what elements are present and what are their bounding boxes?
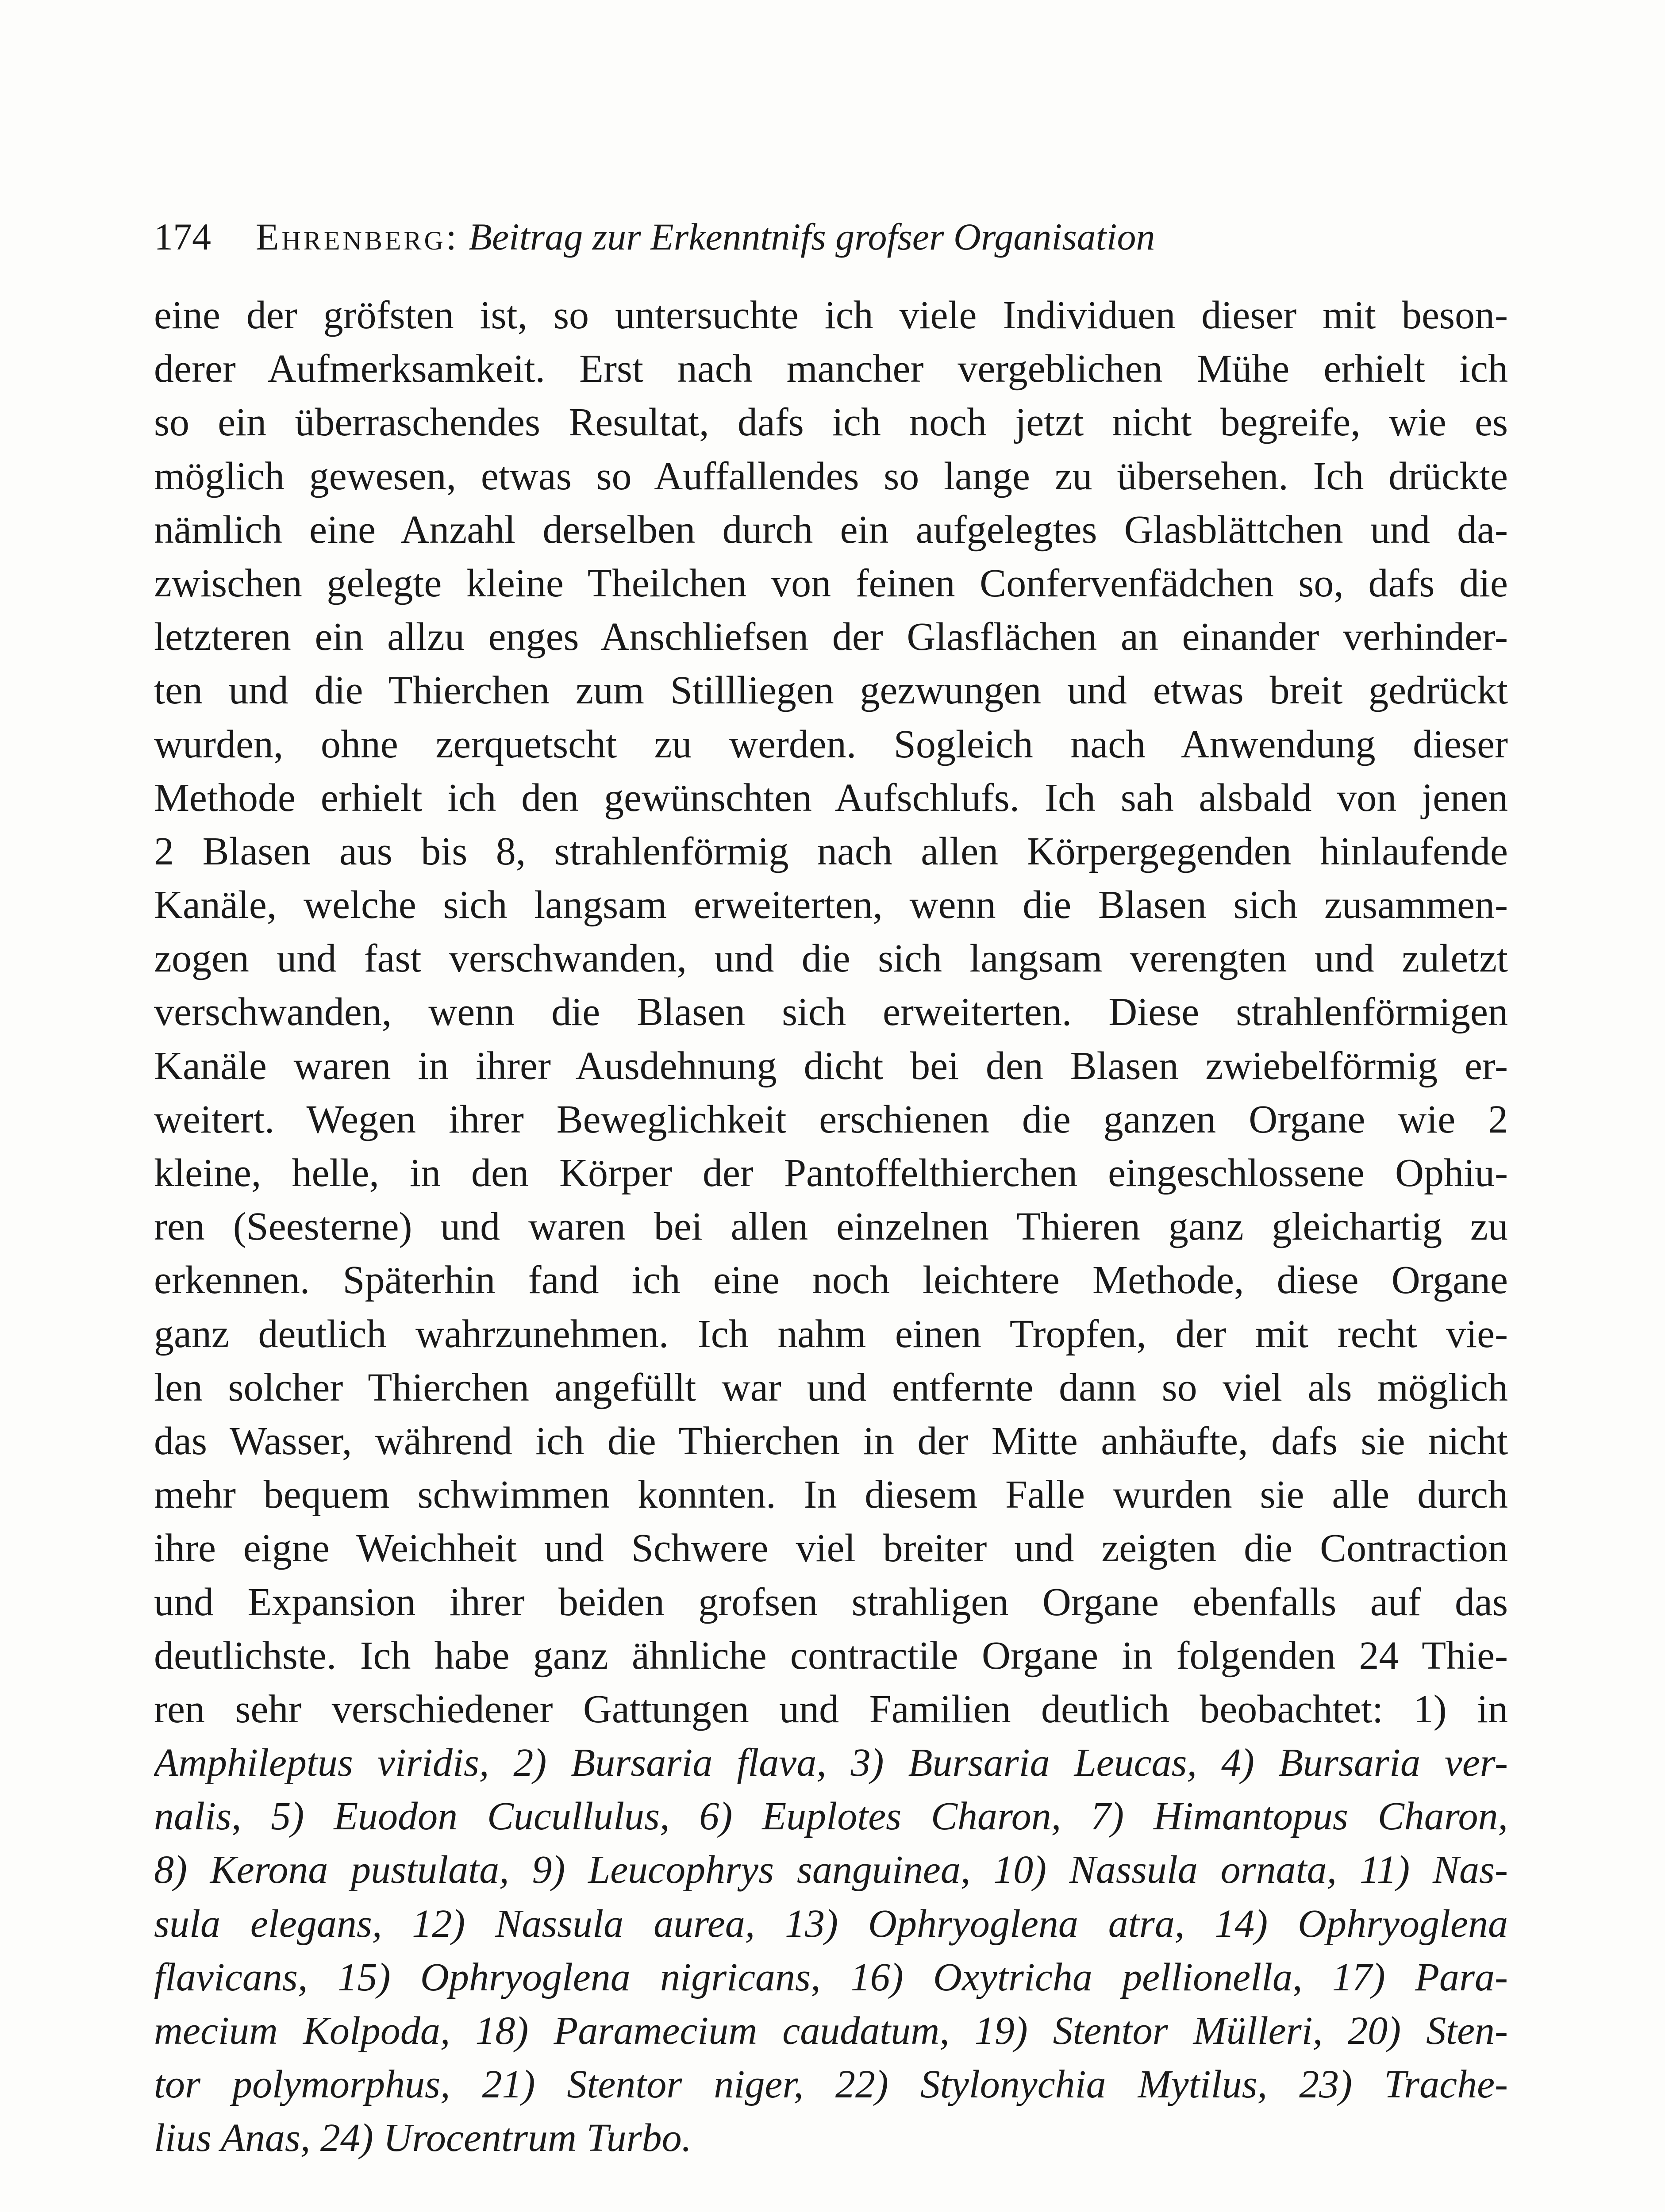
text-line: erkennen. Späterhin fand ich eine noch leichtere Methode, diese Organe [154,1258,1508,1302]
text-line-species: 8) Kerona pustulata, 9) Leucophrys sanguinea, 10) Nassula ornata, 11) Nas- [154,1848,1508,1892]
text-line: derer Aufmerksamkeit. Erst nach mancher vergeblichen Mühe erhielt ich [154,347,1508,391]
text-line: letzteren ein allzu enges Anschliefsen der Glasflächen an einander verhinder- [154,615,1508,659]
text-line: möglich gewesen, etwas so Auffallendes so lange zu übersehen. Ich drückte [154,454,1508,498]
text-line-species: nalis, 5) Euodon Cucullulus, 6) Euplotes Charon, 7) Himantopus Charon, [154,1794,1508,1839]
text-line: zwischen gelegte kleine Theilchen von feinen Confervenfädchen so, dafs die [154,561,1508,605]
text-line: so ein überraschendes Resultat, dafs ich noch jetzt nicht begreife, wie es [154,400,1508,445]
text-line: Methode erhielt ich den gewünschten Aufschlufs. Ich sah alsbald von jenen [154,776,1508,820]
text-line: ganz deutlich wahrzunehmen. Ich nahm einen Tropfen, der mit recht vie- [154,1312,1508,1356]
text-line: mehr bequem schwimmen konnten. In diesem Falle wurden sie alle durch [154,1473,1508,1517]
text-line: ten und die Thierchen zum Stillliegen gezwungen und etwas breit gedrückt [154,668,1508,713]
text-line-species: tor polymorphus, 21) Stentor niger, 22) Stylonychia Mytilus, 23) Trache- [154,2062,1508,2107]
text-line-species: Amphileptus viridis, 2) Bursaria flava, 3) Bursaria Leucas, 4) Bursaria ver- [154,1741,1508,1785]
text-line: verschwanden, wenn die Blasen sich erweiterten. Diese strahlenförmigen [154,990,1508,1034]
body-text [154,288,1508,2165]
text-line: weitert. Wegen ihrer Beweglichkeit erschienen die ganzen Organe wie 2 [154,1097,1508,1141]
text-line: eine der gröfsten ist, so untersuchte ich viele Individuen dieser mit beson- [154,293,1508,337]
text-line-species: sula elegans, 12) Nassula aurea, 13) Ophryoglena atra, 14) Ophryoglena [154,1901,1508,1946]
text-line: deutlichste. Ich habe ganz ähnliche contractile Organe in folgenden 24 Thie- [154,1633,1508,1678]
running-head-author: Ehrenberg: [256,215,459,258]
text-line: ren sehr verschiedener Gattungen und Familien deutlich beobachtet: 1) in [154,1687,1508,1731]
text-line: len solcher Thierchen angefüllt war und entfernte dann so viel als möglich [154,1365,1508,1409]
text-line: Kanäle waren in ihrer Ausdehnung dicht bei den Blasen zwiebelförmig er- [154,1044,1508,1088]
text-line: Kanäle, welche sich langsam erweiterten, wenn die Blasen sich zusammen- [154,883,1508,927]
text-line: und Expansion ihrer beiden grofsen strahligen Organe ebenfalls auf das [154,1580,1508,1624]
running-head [154,208,1508,265]
text-line: ihre eigne Weichheit und Schwere viel breiter und zeigten die Contraction [154,1526,1508,1571]
text-line: kleine, helle, in den Körper der Pantoffelthierchen eingeschlossene Ophiu- [154,1151,1508,1195]
text-line: wurden, ohne zerquetscht zu werden. Sogleich nach Anwendung dieser [154,722,1508,766]
text-line: das Wasser, während ich die Thierchen in der Mitte anhäufte, dafs sie nicht [154,1419,1508,1463]
text-line-species: lius Anas, 24) Urocentrum Turbo. [154,2116,692,2160]
text-line: 2 Blasen aus bis 8, strahlenförmig nach allen Körpergegenden hinlaufende [154,829,1508,873]
running-head-title: Beitrag zur Erkenntnifs grofser Organisation [469,215,1155,258]
text-line: nämlich eine Anzahl derselben durch ein aufgelegtes Glasblättchen und da- [154,507,1508,552]
text-line: ren (Seesterne) und waren bei allen einzelnen Thieren ganz gleichartig zu [154,1205,1508,1249]
text-line-species: mecium Kolpoda, 18) Paramecium caudatum, 19) Stentor Mülleri, 20) Sten- [154,2009,1508,2053]
text-line-species: flavicans, 15) Ophryoglena nigricans, 16) Oxytricha pellionella, 17) Para- [154,1955,1508,1999]
page-number: 174 [154,215,211,258]
text-line: zogen und fast verschwanden, und die sich langsam verengten und zuletzt [154,937,1508,981]
